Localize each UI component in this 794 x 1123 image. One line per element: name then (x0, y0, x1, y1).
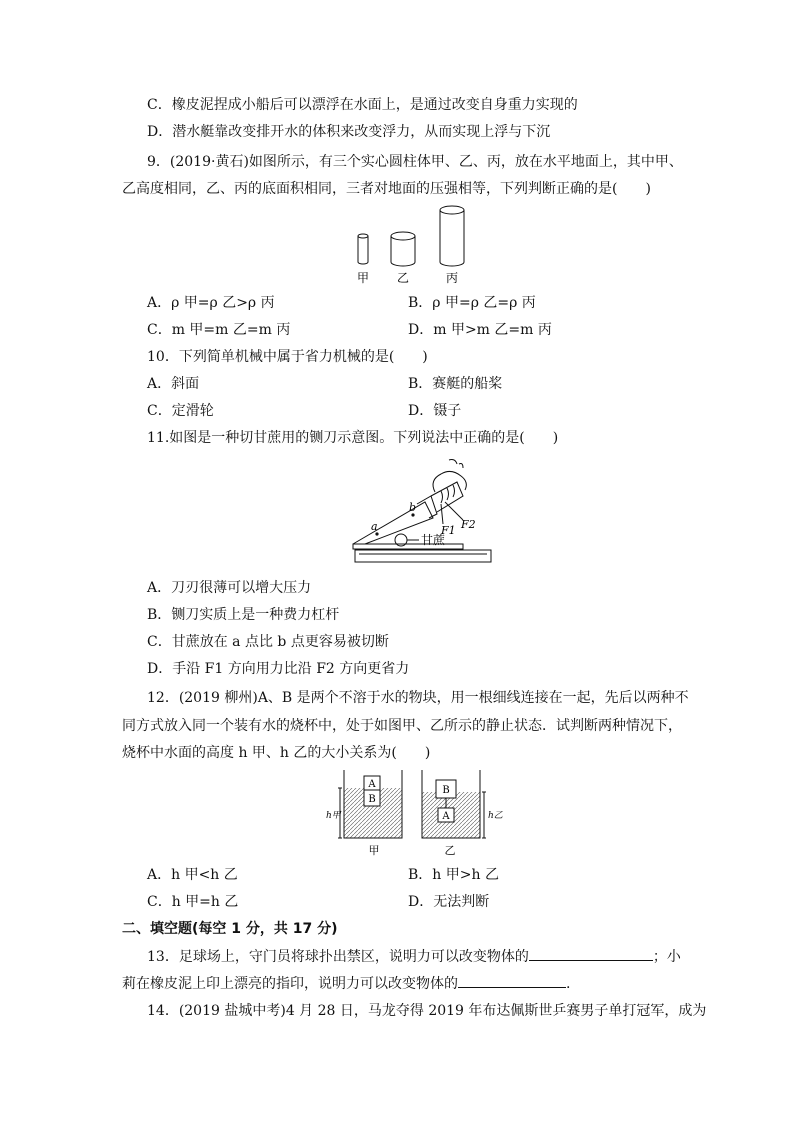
q13-answer-blank-1[interactable] (529, 946, 653, 961)
q10-option-a: A．斜面 (147, 376, 200, 392)
block-a-yi: A (442, 811, 450, 822)
cylinder-label-bing: 丙 (445, 271, 459, 285)
block-b-jia: B (368, 794, 376, 805)
cylinder-label-yi: 乙 (396, 271, 410, 285)
q14-stem-line1: 14．(2019 盐城中考)4 月 28 日，马龙夺得 2019 年布达佩斯世乒赛男子单打冠军，成为 (147, 1003, 707, 1019)
cylinder-label-jia: 甲 (356, 271, 370, 285)
q9-option-d: D．m 甲>m 乙=m 丙 (408, 322, 552, 338)
block-b-yi: B (442, 785, 450, 796)
q12-option-d: D．无法判断 (408, 894, 490, 910)
q13-line2-text: 莉在橡皮泥上印上漂亮的指印，说明力可以改变物体的 (122, 976, 458, 992)
q12-option-a: A．h 甲<h 乙 (147, 867, 238, 883)
q10-stem: 10．下列简单机械中属于省力机械的是( ) (147, 349, 428, 365)
q12-option-b: B．h 甲>h 乙 (408, 867, 499, 883)
q10-option-d: D．镊子 (408, 403, 462, 419)
q13-line1-tail: ；小 (652, 949, 681, 965)
section-fill-in-heading: 二、填空题(每空 1 分，共 17 分) (122, 921, 338, 937)
point-b-label: b (409, 501, 417, 514)
height-label-jia: h甲 (326, 811, 341, 821)
q9-option-c: C．m 甲=m 乙=m 丙 (147, 322, 291, 338)
q12-figure-beakers (318, 766, 508, 858)
q9-option-b: B．ρ 甲=ρ 乙=ρ 丙 (408, 295, 536, 311)
q13-line1 (147, 946, 681, 967)
q9-option-a: A．ρ 甲=ρ 乙>ρ 丙 (147, 295, 275, 311)
q11-option-b: B．铡刀实质上是一种费力杠杆 (147, 607, 340, 623)
q13-line1-text: 13．足球场上，守门员将球扑出禁区，说明力可以改变物体的 (147, 949, 529, 965)
caption-jia: 甲 (368, 844, 380, 857)
q13-line2 (122, 973, 570, 994)
force-f2-label: F2 (461, 518, 476, 531)
height-label-yi: h乙 (488, 811, 503, 821)
q11-option-a: A．刀刃很薄可以增大压力 (147, 580, 312, 596)
q11-figure-cutter (345, 452, 505, 570)
q13-answer-blank-2[interactable] (458, 973, 566, 988)
q8-option-c: C．橡皮泥捏成小船后可以漂浮在水面上，是通过改变自身重力实现的 (147, 97, 578, 113)
q11-option-d: D．手沿 F1 方向用力比沿 F2 方向更省力 (147, 661, 410, 677)
point-a-label: a (371, 520, 378, 533)
q10-option-c: C．定滑轮 (147, 403, 214, 419)
q11-option-c: C．甘蔗放在 a 点比 b 点更容易被切断 (147, 634, 389, 650)
q8-option-d: D．潜水艇靠改变排开水的体积来改变浮力，从而实现上浮与下沉 (147, 124, 551, 140)
block-a-jia: A (368, 779, 376, 790)
q13-line2-tail: . (566, 976, 571, 992)
q12-stem-line1: 12．(2019 柳州)A、B 是两个不溶于水的物块，用一根细线连接在一起，先后以两种不 (147, 690, 689, 706)
caption-yi: 乙 (444, 844, 456, 857)
q9-figure-cylinders (340, 200, 480, 290)
q9-stem-line2: 乙高度相同，乙、丙的底面积相同，三者对地面的压强相等，下列判断正确的是( ) (122, 181, 651, 197)
q12-option-c: C．h 甲=h 乙 (147, 894, 239, 910)
sugarcane-label: 甘蔗 (421, 533, 446, 547)
q10-option-b: B．赛艇的船桨 (408, 376, 503, 392)
q12-stem-line2: 同方式放入同一个装有水的烧杯中，处于如图甲、乙所示的静止状态．试判断两种情况下， (122, 718, 682, 734)
q9-stem-line1: 9．(2019·黄石)如图所示，有三个实心圆柱体甲、乙、丙，放在水平地面上，其中甲、 (147, 154, 683, 170)
q12-stem-line3: 烧杯中水面的高度 h 甲、h 乙的大小关系为( ) (122, 745, 431, 761)
q11-stem: 11.如图是一种切甘蔗用的铡刀示意图。下列说法中正确的是( ) (147, 430, 559, 446)
force-f1-label: F1 (441, 524, 456, 537)
